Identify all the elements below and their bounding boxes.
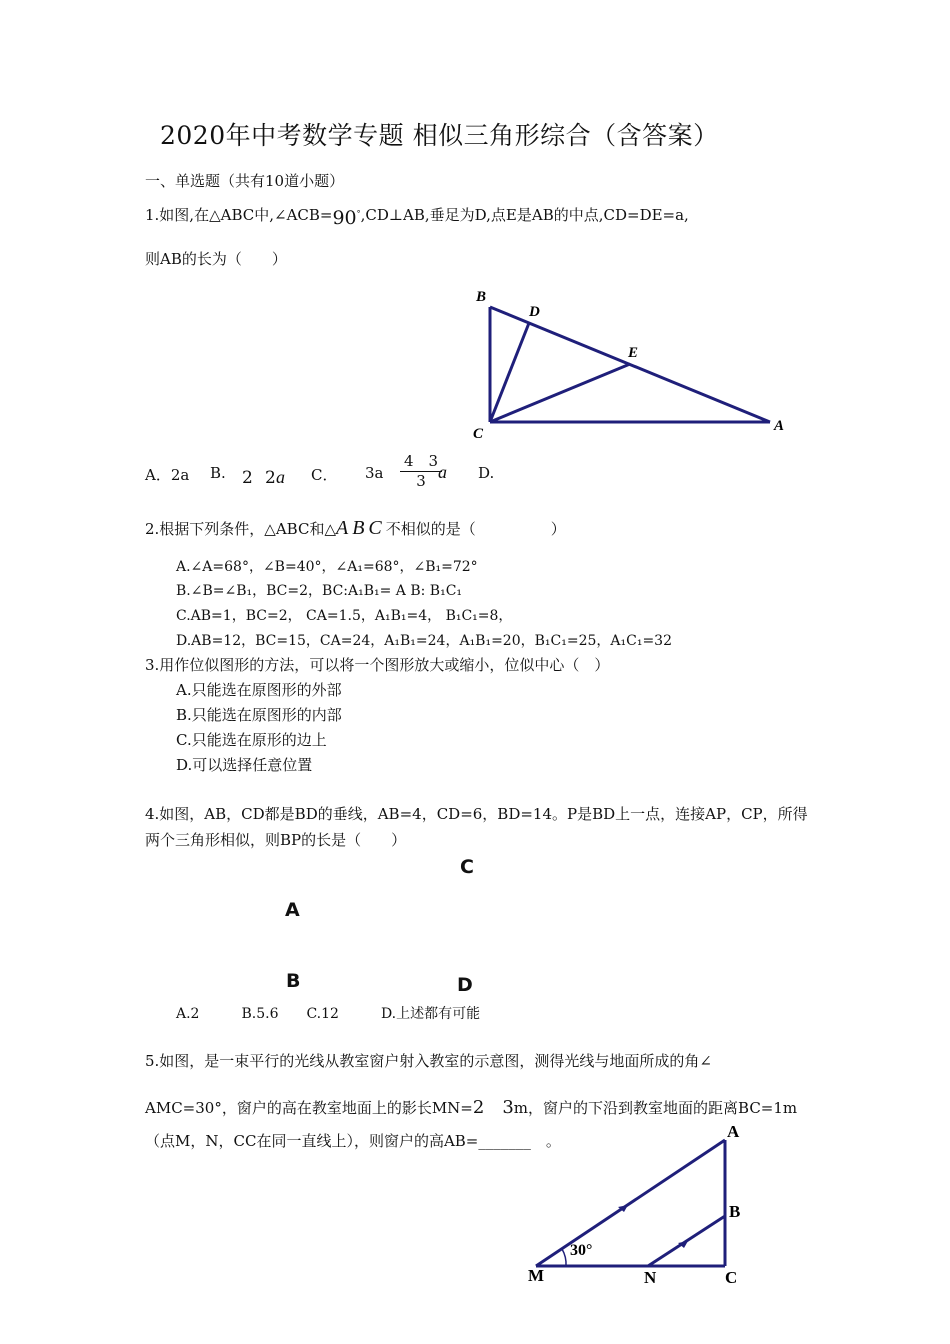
q1-option-b-val1: 2	[242, 468, 253, 488]
q2-option-b: B.∠B=∠B₁，BC=2，BC:A₁B₁= A B: B₁C₁	[176, 583, 463, 599]
q5-angle-arc	[562, 1249, 566, 1266]
q1-stem-part-a: 1.如图,在△ABC中,∠ACB=	[145, 206, 333, 224]
q5-stem-line3: （点M，N，CC在同一直线上），则窗户的高AB=_______ 。	[145, 1132, 561, 1150]
q1-option-c-var: a	[438, 462, 447, 482]
q5-ray-am	[536, 1140, 725, 1266]
q2-option-d: D.AB=12，BC=15，CA=24，A₁B₁=24，A₁B₁=20，B₁C₁=25，A₁C₁=32	[176, 633, 672, 649]
q4-stem-line2: 两个三角形相似，则BP的长是（ ）	[145, 831, 407, 849]
q1-stem-line1	[145, 203, 689, 229]
q1-option-c-prefix: C．	[311, 466, 338, 484]
q4-label-c: C	[460, 856, 474, 878]
q1-fraction	[400, 450, 442, 490]
q1-option-c-val: 3a	[365, 464, 384, 482]
section-heading: 一、单选题（共有10道小题）	[145, 172, 345, 190]
q5-label-c: C	[725, 1268, 738, 1287]
q3-stem: 3.用作位似图形的方法，可以将一个图形放大或缩小，位似中心（ ）	[145, 656, 610, 674]
q2-triangle-name: ABC	[336, 517, 386, 539]
q1-triangle-figure	[468, 285, 798, 445]
q5-stem-part-b: m，窗户的下沿到教室地面的距离BC=1m	[513, 1099, 798, 1117]
q1-option-d: D.	[478, 464, 495, 482]
q3-option-c: C.只能选在原形的边上	[176, 731, 327, 749]
q1-option-a: A．2a	[145, 466, 190, 484]
q2-option-a: A.∠A=68°，∠B=40°，∠A₁=68°，∠B₁=72°	[176, 559, 478, 575]
q1-label-a: A	[774, 418, 785, 434]
q1-fraction-denominator: 3	[416, 472, 426, 490]
q2-stem-part-b: 不相似的是（ ）	[385, 520, 566, 538]
q1-stem-line2: 则AB的长为（ ）	[145, 250, 287, 268]
q1-label-e: E	[628, 345, 639, 361]
q5-mn-value: 2 3	[472, 1097, 514, 1118]
q5-label-a: A	[727, 1122, 740, 1141]
q1-angle-value: 90	[332, 207, 357, 229]
q5-stem-line1: 5.如图，是一束平行的光线从教室窗户射入教室的示意图，测得光线与地面所成的角∠	[145, 1052, 712, 1070]
q3-option-b: B.只能选在原图形的内部	[176, 706, 342, 724]
q4-options: A.2 B.5.6 C.12 D.上述都有可能	[176, 1006, 481, 1022]
page-title: 2020年中考数学专题 相似三角形综合（含答案）	[160, 121, 719, 150]
q1-stem-part-b: ,CD⊥AB,垂足为D,点E是AB的中点,CD=DE=a,	[360, 206, 689, 224]
q3-option-d: D.可以选择任意位置	[176, 756, 313, 774]
q4-label-d: D	[457, 974, 473, 996]
q2-stem	[145, 517, 566, 540]
q1-option-b-val2: 2	[265, 468, 276, 488]
q2-stem-part-a: 2.根据下列条件，△ABC和△	[145, 520, 336, 538]
q5-ray-bn	[648, 1216, 725, 1266]
q5-light-figure	[520, 1115, 760, 1290]
q1-label-d: D	[529, 304, 540, 320]
q5-label-m: M	[528, 1266, 545, 1285]
q4-label-b: B	[286, 970, 301, 992]
q1-option-b-prefix: B.	[210, 464, 226, 482]
q1-option-b-var: a	[276, 467, 285, 487]
q5-stem-part-a: AMC=30°，窗户的高在教室地面上的影长MN=	[145, 1099, 473, 1117]
q2-option-c: C.AB=1，BC=2， CA=1.5，A₁B₁=4， B₁C₁=8，	[176, 608, 513, 624]
q5-label-n: N	[644, 1268, 657, 1287]
q5-angle-label: 30°	[570, 1242, 593, 1259]
q1-fraction-numerator: 4 3	[400, 450, 442, 472]
q1-degree-sign: °	[356, 209, 361, 218]
q4-label-a: A	[285, 899, 300, 921]
q1-label-b: B	[476, 289, 487, 305]
q3-option-a: A.只能选在原图形的外部	[176, 681, 342, 699]
q5-label-b: B	[729, 1202, 741, 1221]
q4-stem-line1: 4.如图，AB，CD都是BD的垂线，AB=4，CD=6，BD=14。P是BD上一点，连接AP，CP，所得	[145, 805, 808, 823]
q1-label-c: C	[473, 426, 484, 442]
